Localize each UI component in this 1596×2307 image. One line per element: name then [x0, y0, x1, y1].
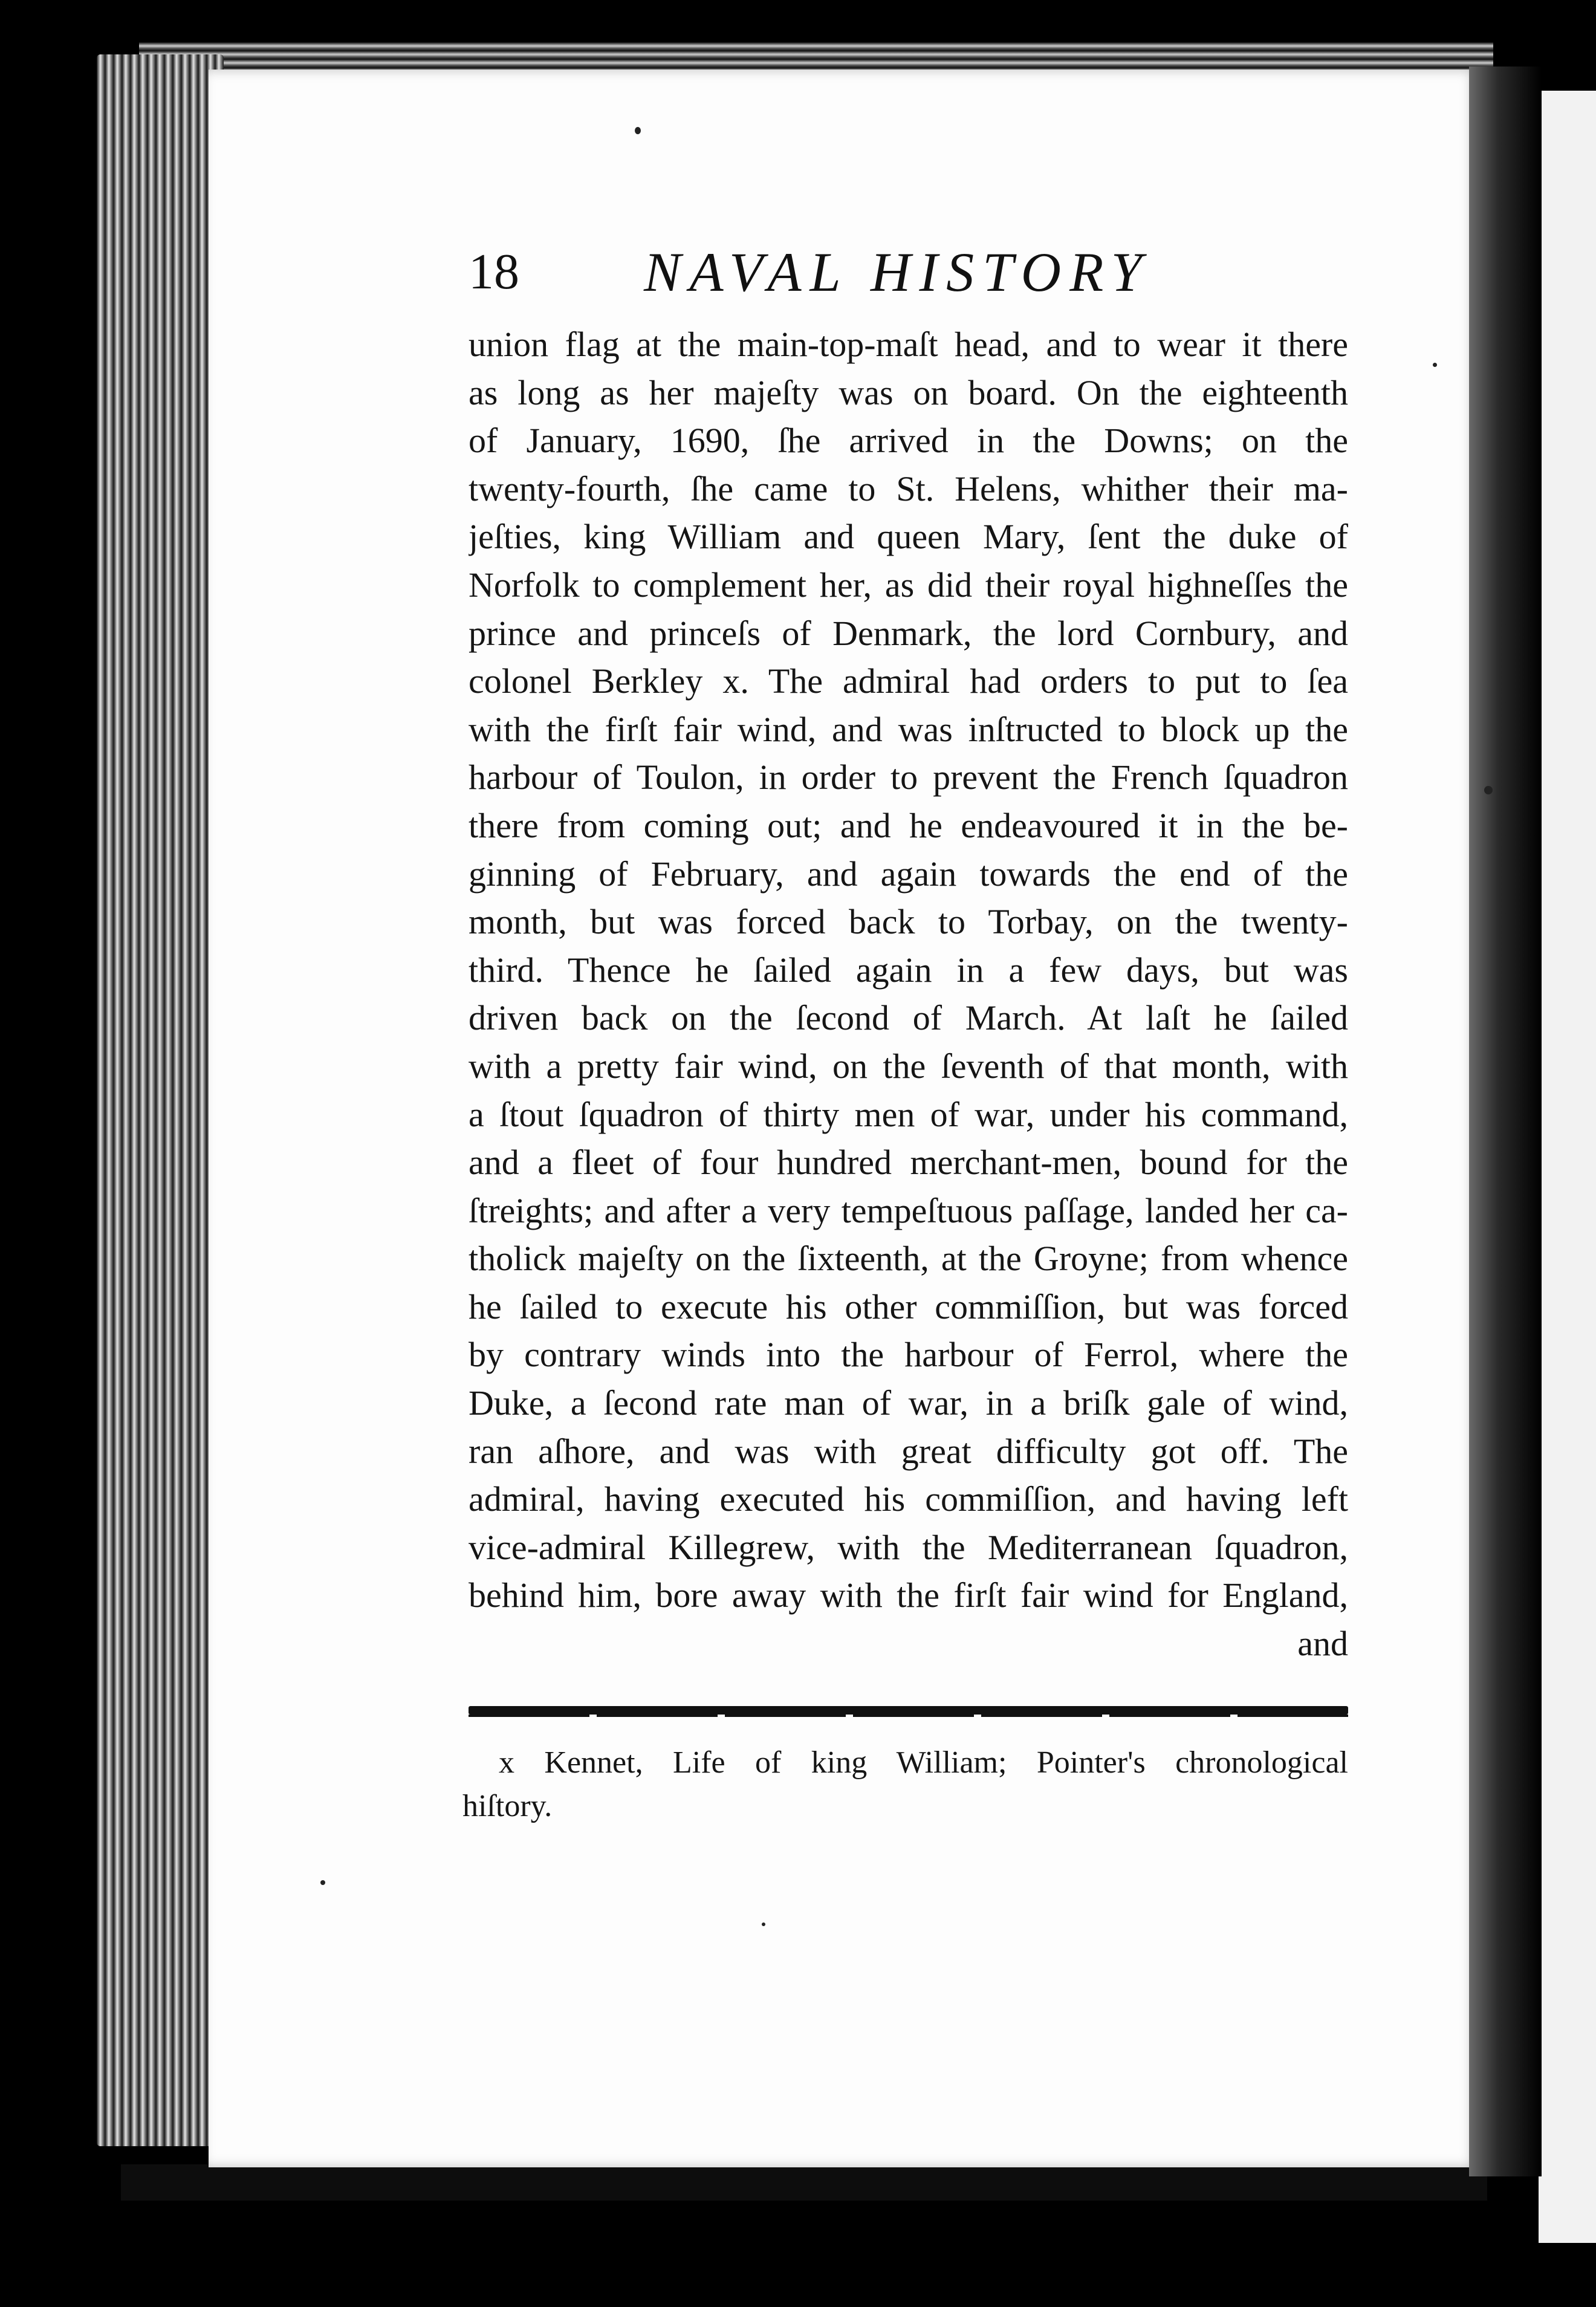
- text-line: admiral, having executed his commiſſion, and having left: [469, 1479, 1348, 1519]
- page-number: 18: [469, 244, 519, 300]
- text-line: and a fleet of four hundred merchant-men, bound for the: [469, 1143, 1348, 1183]
- text-line: driven back on the ſecond of March. At laſt he ſailed: [469, 998, 1348, 1038]
- book-page-edges: [97, 54, 224, 2146]
- text-line: tholick majeſty on the ſixteenth, at the Groyne; from whence: [469, 1239, 1348, 1279]
- text-line: twenty-fourth, ſhe came to St. Helens, whither their ma-: [469, 469, 1348, 508]
- text-line: Norfolk to complement her, as did their royal highneſſes the: [469, 565, 1348, 605]
- ink-speck: [320, 1880, 325, 1885]
- text-line: jeſties, king William and queen Mary, ſent the duke of: [469, 517, 1348, 557]
- text-line: with a pretty fair wind, on the ſeventh of that month, with: [469, 1046, 1348, 1086]
- text-line: month, but was forced back to Torbay, on the twenty-: [469, 902, 1348, 942]
- text-line: as long as her majeſty was on board. On the eighteenth: [469, 372, 1348, 412]
- text-line: by contrary winds into the harbour of Ferrol, where the: [469, 1335, 1348, 1375]
- text-line: there from coming out; and he endeavoured it in the be-: [469, 805, 1348, 845]
- text-line: with the firſt fair wind, and was inſtructed to block up the: [469, 709, 1348, 749]
- footnote-rule: [469, 1706, 1348, 1715]
- text-line: harbour of Toulon, in order to prevent the French ſquadron: [469, 758, 1348, 797]
- book-top-edge: [139, 42, 1493, 73]
- book-bottom-edge: [121, 2164, 1487, 2201]
- text-line: ſtreights; and after a very tempeſtuous paſſage, landed her ca-: [469, 1190, 1348, 1230]
- ink-speck: [1433, 363, 1437, 367]
- text-line: Duke, a ſecond rate man of war, in a briſk gale of wind,: [469, 1383, 1348, 1423]
- text-line: vice-admiral Killegrew, with the Mediterranean ſquadron,: [469, 1527, 1348, 1567]
- ink-speck: [1484, 786, 1493, 794]
- running-head: NAVAL HISTORY: [644, 241, 1150, 303]
- text-line: a ſtout ſquadron of thirty men of war, under his command,: [469, 1094, 1348, 1134]
- text-line: ginning of February, and again towards the end of the: [469, 854, 1348, 894]
- footnote-line: x Kennet, Life of king William; Pointer's chronological: [499, 1745, 1348, 1780]
- ink-speck: [635, 127, 641, 134]
- book-gutter: [1469, 67, 1542, 2176]
- text-line: union flag at the main-top-maſt head, and to wear it there: [469, 325, 1348, 364]
- text-line: prince and princeſs of Denmark, the lord Cornbury, and: [469, 613, 1348, 653]
- footnote-line: hiſtory.: [462, 1789, 553, 1823]
- text-line: he ſailed to execute his other commiſſion, but was forced: [469, 1287, 1348, 1326]
- text-line: of January, 1690, ſhe arrived in the Downs; on the: [469, 421, 1348, 461]
- page-header: [469, 239, 1363, 305]
- text-line: ran aſhore, and was with great difficulty got off. The: [469, 1431, 1348, 1471]
- ink-speck: [762, 1922, 765, 1926]
- text-line: behind him, bore away with the firſt fair wind for England,: [469, 1575, 1348, 1615]
- text-line: colonel Berkley x. The admiral had orders to put to ſea: [469, 661, 1348, 701]
- footnote: [462, 1741, 1348, 1828]
- body-text: [469, 320, 1348, 1668]
- adjacent-page: [1539, 91, 1596, 2243]
- catchword: and: [1297, 1624, 1348, 1664]
- text-line: third. Thence he ſailed again in a few days, but was: [469, 950, 1348, 990]
